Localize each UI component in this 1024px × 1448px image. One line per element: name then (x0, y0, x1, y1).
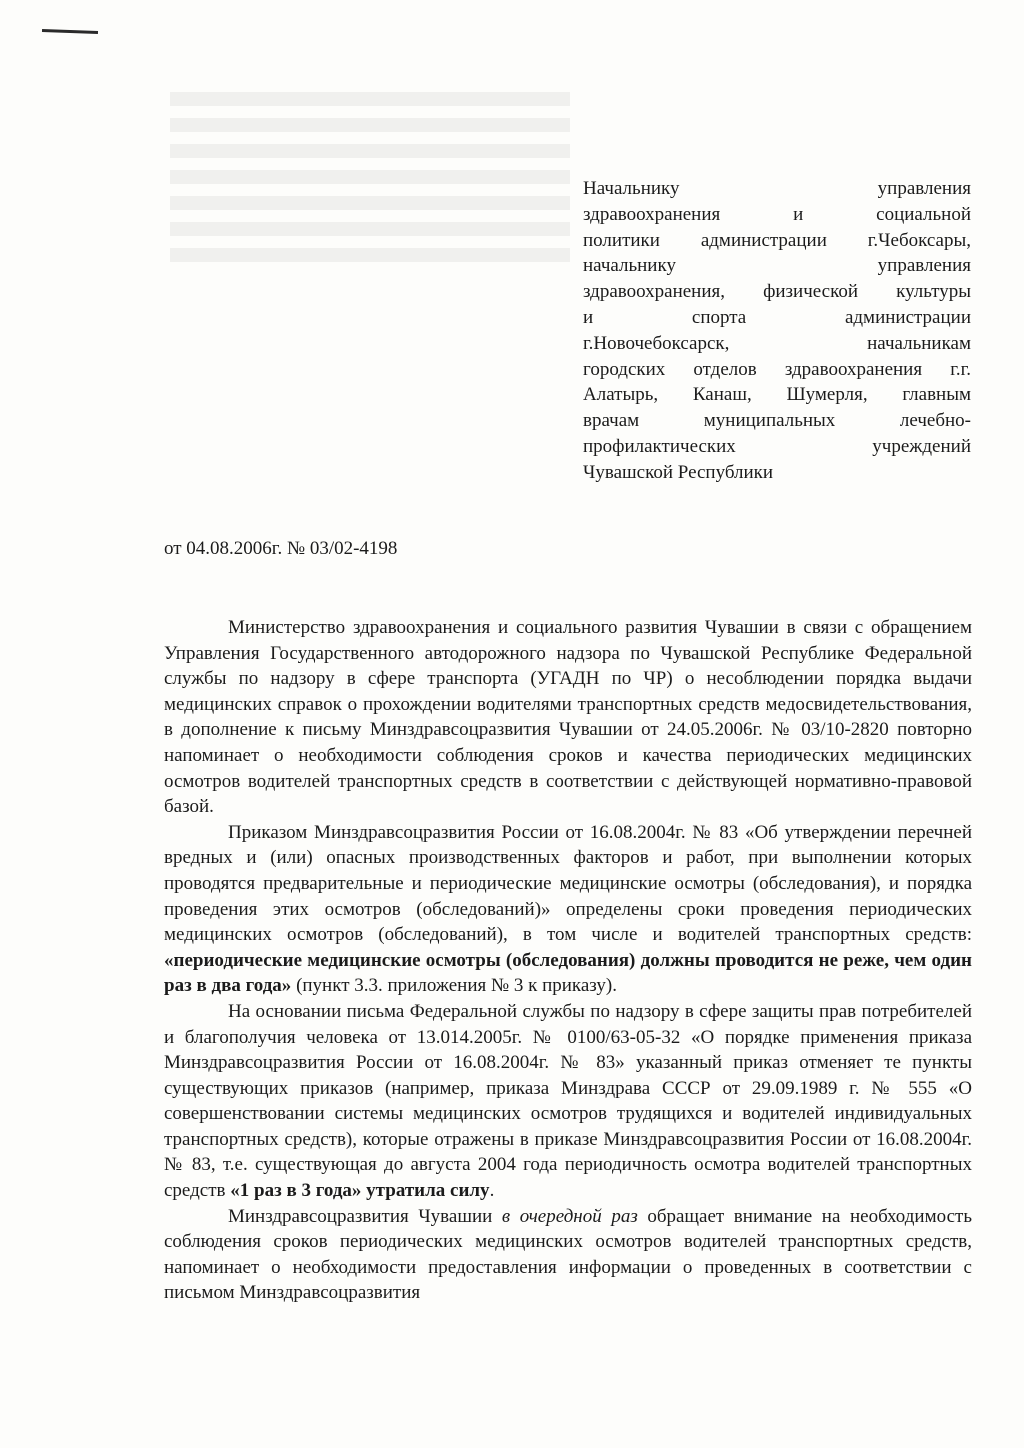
addressee-line: политики администрации г.Чебоксары, (583, 229, 971, 251)
letter-body (164, 615, 972, 1306)
addressee-line: здравоохранения и социальной (583, 203, 971, 225)
addressee-line: Чувашской Республики (583, 461, 774, 483)
addressee-line: начальнику управления (583, 255, 971, 277)
paragraph-2 (164, 820, 972, 999)
paragraph-text: обращает внимание на необходимость соблюдения сроков периодических медицинских осмотров водителей транспортных средств, напоминает о необходимости предоставления информации о проведенных в соответствии с письмом Минздравсоцразвития (164, 1205, 972, 1304)
addressee-line: Алатырь, Канаш, Шумерля, главным (583, 384, 971, 406)
paragraph-text: . (489, 1180, 495, 1202)
paragraph-text: Министерство здравоохранения и социального развития Чувашии в связи с обращением Управления Государственного автодорожного надзора по Чувашской Республике Федеральной службы по надзору в сфере транспорта (УГАДН по ЧР) о несоблюдении порядка выдачи медицинских справок о прохождении водителями транспортных средств медосвидетельствования, в дополнение к письму Минздравсоцразвития Чувашии от 24.05.2006г. № 03/10-2820 повторно напоминает о необходимости соблюдения сроков и качества периодических медицинских осмотров водителей транспортных средств в соответствии с действующей нормативно-правовой базой. (164, 617, 972, 818)
paragraph-text: (пункт 3.3. приложения № 3 к приказу). (291, 975, 617, 997)
paragraph-text: Приказом Минздравсоцразвития России от 16.08.2004г. № 83 «Об утверждении перечней вредных и (или) опасных производственных факторов и работ, при выполнении которых проводятся предварительные и периодические медицинские осмотры (обследования), и порядка проведения этих осмотров (обследований)» определены сроки проведения периодических медицинских осмотров (обследований), в том числе и водителей транспортных средств: (164, 821, 972, 946)
addressee-line: и спорта администрации (583, 306, 971, 328)
emphasis-bold: «1 раз в 3 года» утратила силу (230, 1180, 490, 1202)
emphasis-bold: «периодические медицинские осмотры (обследования) должны проводится не реже, чем один раз в два года» (164, 949, 972, 997)
addressee-line: г.Новочебоксарск, начальникам (583, 332, 971, 354)
reference-number: от 04.08.2006г. № 03/02-4198 (164, 538, 398, 559)
paragraph-1 (164, 615, 972, 820)
addressee-line: городских отделов здравоохранения г.г. (583, 358, 971, 380)
paragraph-text: Минздравсоцразвития Чувашии (228, 1205, 502, 1227)
bleed-through-shadow (170, 92, 570, 272)
paragraph-text: На основании письма Федеральной службы по надзору в сфере защиты прав потребителей и благополучия человека от 13.014.2005г. № 0100/63-05-32 «О порядке применения приказа Минздравсоцразвития России от 16.08.2004г. № 83» указанный приказ отменяет те пункты существующих приказов (например, приказа Минздрава СССР от 29.09.1989 г. № 555 «О совершенствовании системы медицинских осмотров трудящихся и водителей индивидуальных транспортных средств), которые отражены в приказе Минздравсоцразвития России от 16.08.2004г. № 83, т.е. существующая до августа 2004 года периодичность осмотра водителей транспортных средств (164, 1000, 972, 1202)
addressee-line: врачам муниципальных лечебно- (583, 410, 971, 432)
paragraph-3 (164, 999, 972, 1204)
margin-mark (42, 29, 98, 34)
paragraph-4 (164, 1204, 972, 1306)
emphasis-italic: в очередной раз (501, 1205, 638, 1227)
addressee-block (583, 176, 971, 486)
addressee-line: профилактических учреждений (583, 435, 971, 457)
addressee-line: Начальнику управления (583, 178, 971, 199)
addressee-line: здравоохранения, физической культуры (583, 281, 971, 303)
